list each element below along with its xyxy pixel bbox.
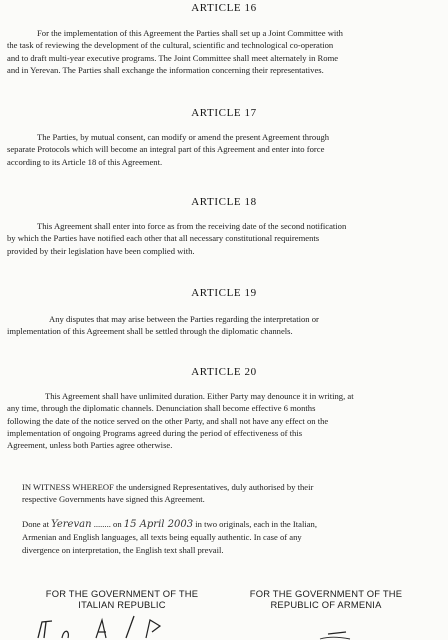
article-18-heading: ARTICLE 18 (191, 196, 257, 208)
article-19-heading: ARTICLE 19 (191, 287, 257, 299)
article-20-line: This Agreement shall have unlimited duration. Either Party may denounce it in writing, at (45, 391, 354, 401)
done-line-3: divergence on interpretation, the English text shall prevail. (22, 544, 224, 555)
witness-line: respective Governments have signed this Agreement. (22, 494, 205, 505)
article-20-line: following the date of the notice served on the other Party, and shall not have any effect on the (7, 415, 329, 426)
article-18-line: by which the Parties have notified each other that all necessary constitutional requirements (7, 233, 320, 244)
article-16-line: For the implementation of this Agreement the Parties shall set up a Joint Committee with (37, 28, 343, 38)
article-20-line: any time, through the diplomatic channels. Denunciation shall become effective 6 months (7, 403, 316, 414)
done-line-1 (22, 518, 441, 531)
article-16-text (7, 27, 441, 76)
article-18-text (7, 220, 441, 257)
signatory-armenia (226, 588, 426, 610)
article-19-line: implementation of this Agreement shall be settled through the diplomatic channels. (7, 326, 293, 337)
signatory-armenia-line: REPUBLIC OF ARMENIA (270, 599, 382, 610)
article-16-line: and to draft multi-year executive programs. The Joint Committee shall meet alternately in Rome (7, 52, 339, 63)
signatory-italy-line: FOR THE GOVERNMENT OF THE (45, 588, 199, 599)
armenia-signature (300, 612, 380, 640)
article-20-text (7, 390, 441, 451)
done-line-2: Armenian and English languages, all texts being equally authentic. In case of any (22, 532, 302, 543)
article-20-line: implementation of ongoing Programs agreed during the period of effectiveness of this (7, 427, 303, 438)
article-16-line: the task of reviewing the development of the cultural, scientific and technological co-operation (7, 40, 334, 51)
handwritten-date: 15 April 2003 (123, 519, 194, 530)
article-17-text (7, 131, 441, 168)
article-19-line: Any disputes that may arise between the Parties regarding the interpretation or (49, 314, 319, 324)
signatory-armenia-line: FOR THE GOVERNMENT OF THE (249, 588, 403, 599)
done-prefix: Done at (22, 519, 49, 529)
article-16-line: and in Yerevan. The Parties shall exchange the information concerning their representatives. (7, 64, 324, 75)
dots: ........ (93, 519, 111, 529)
article-20-heading: ARTICLE 20 (191, 366, 257, 378)
article-19-text (7, 313, 441, 338)
article-17-line: The Parties, by mutual consent, can modify or amend the present Agreement through (37, 132, 330, 142)
done-clause (22, 518, 441, 556)
done-line1-rest: in two originals, each in the Italian, (195, 519, 317, 529)
signatory-italy (22, 588, 222, 610)
signatory-italy-line: ITALIAN REPUBLIC (78, 599, 166, 610)
witness-line: IN WITNESS WHEREOF the undersigned Representatives, duly authorised by their (22, 482, 314, 492)
article-17-line: according to its Article 18 of this Agreement. (7, 156, 163, 167)
article-18-line: provided by their legislation have been complied with. (7, 245, 195, 256)
article-17-line: separate Protocols which will become an integral part of this Agreement and enter into force (7, 144, 325, 155)
handwritten-place: Yerevan (51, 519, 92, 530)
italy-signature (30, 608, 180, 640)
article-18-line: This Agreement shall enter into force as from the receiving date of the second notification (37, 221, 347, 231)
article-16-heading: ARTICLE 16 (191, 2, 257, 14)
article-20-line: Agreement, unless both Parties agree otherwise. (7, 440, 173, 451)
on-word: on (113, 519, 122, 529)
witness-text (22, 481, 441, 506)
article-17-heading: ARTICLE 17 (191, 107, 257, 119)
